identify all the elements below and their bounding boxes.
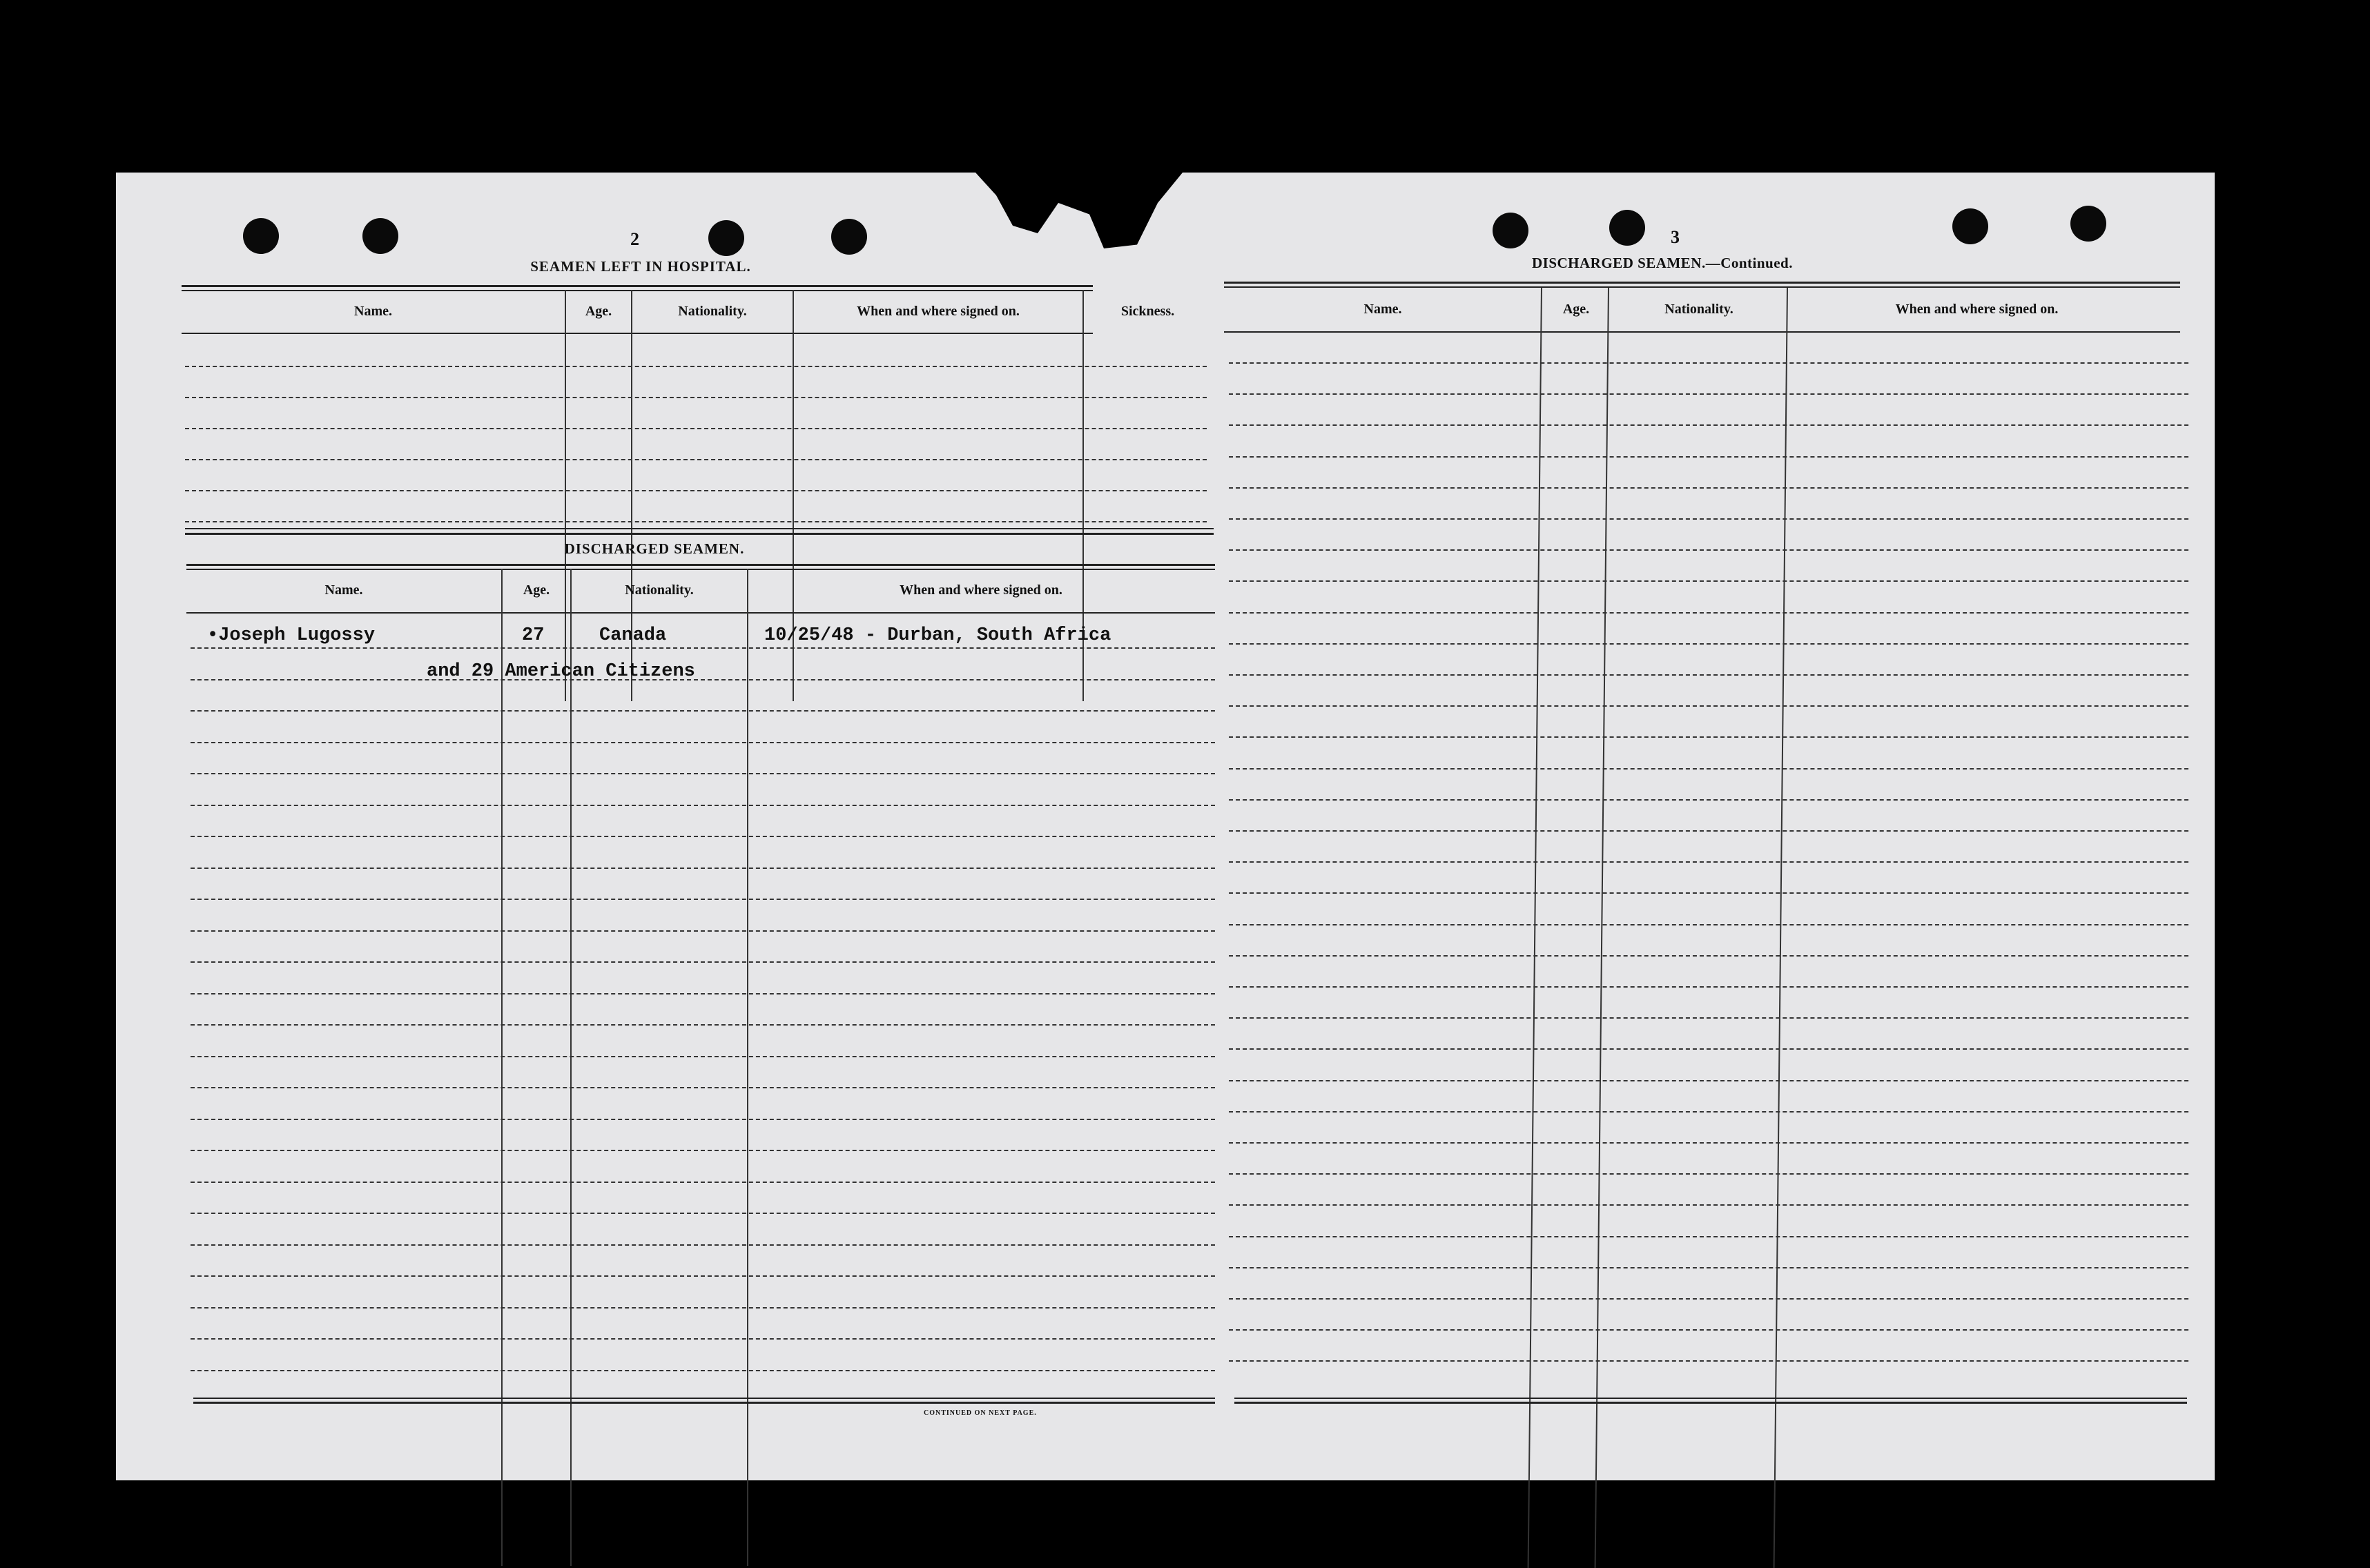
entry-line — [1229, 580, 2188, 582]
discharged-col-nationality: Nationality. — [625, 582, 694, 598]
entry-line — [191, 1213, 1215, 1214]
binder-hole — [362, 218, 398, 254]
entry-line — [1229, 518, 2188, 520]
right-col-name: Name. — [1363, 302, 1402, 317]
citizens-note: and 29 American Citizens — [427, 661, 695, 682]
binder-hole — [2070, 206, 2106, 242]
page-number-left: 2 — [630, 229, 639, 249]
entry-line — [1229, 1017, 2188, 1019]
entry-line — [185, 397, 1207, 398]
entry-line — [1229, 1360, 2188, 1362]
rule — [182, 290, 1093, 291]
right-col-age: Age. — [1562, 302, 1590, 317]
entry-line — [1229, 705, 2188, 707]
entry-line — [191, 1307, 1215, 1309]
entry-line — [185, 490, 1207, 491]
entry-line — [191, 647, 1215, 649]
entry-line — [1229, 674, 2188, 676]
entry-line — [191, 1338, 1215, 1340]
rule — [182, 333, 1093, 334]
entry-line — [1229, 1111, 2188, 1113]
entry-line — [191, 805, 1215, 806]
rule — [193, 1398, 1215, 1399]
entry-line — [191, 961, 1215, 963]
hospital-col-age: Age. — [585, 304, 612, 319]
entry-line — [185, 366, 1207, 367]
entry-line — [191, 868, 1215, 869]
entry-line — [185, 521, 1207, 522]
entry-nationality: Canada — [599, 625, 667, 646]
rule — [1234, 1398, 2187, 1399]
entry-line — [185, 459, 1207, 460]
binder-hole — [1952, 208, 1988, 244]
entry-line — [191, 1275, 1215, 1277]
entry-line — [1229, 924, 2188, 925]
entry-line — [191, 1244, 1215, 1246]
entry-line — [1229, 549, 2188, 551]
rule — [186, 612, 1215, 614]
rule — [1224, 286, 2180, 288]
entry-line — [1229, 799, 2188, 801]
right-section-title: DISCHARGED SEAMEN.—Continued. — [1532, 255, 1793, 271]
entry-line — [191, 679, 1215, 680]
entry-line — [1229, 892, 2188, 894]
entry-line — [1229, 1204, 2188, 1206]
entry-line — [191, 1119, 1215, 1120]
entry-line — [1229, 1142, 2188, 1144]
entry-line — [1229, 362, 2188, 364]
entry-line — [191, 1182, 1215, 1183]
rule — [182, 285, 1093, 287]
binder-hole — [708, 220, 744, 256]
entry-line — [1229, 736, 2188, 738]
entry-line — [191, 993, 1215, 994]
rule — [1234, 1402, 2187, 1404]
entry-line — [1229, 861, 2188, 863]
entry-line — [191, 1370, 1215, 1371]
entry-line — [191, 1024, 1215, 1026]
entry-age: 27 — [522, 625, 545, 646]
entry-line — [1229, 955, 2188, 957]
entry-line — [1229, 456, 2188, 458]
right-col-nationality: Nationality. — [1664, 302, 1733, 317]
rule — [193, 1402, 1215, 1404]
continued-footer: CONTINUED ON NEXT PAGE. — [924, 1409, 1037, 1417]
rule — [1224, 331, 2180, 333]
discharged-col-signed-on: When and where signed on. — [900, 582, 1062, 598]
binder-hole — [1609, 210, 1645, 246]
entry-line — [185, 428, 1207, 429]
entry-line — [191, 836, 1215, 837]
entry-line — [191, 710, 1215, 712]
entry-line — [1229, 612, 2188, 614]
col-divider — [1774, 288, 1788, 1568]
page-number-right: 3 — [1671, 227, 1680, 247]
hospital-col-signed-on: When and where signed on. — [857, 304, 1020, 319]
hospital-col-sickness: Sickness. — [1120, 304, 1175, 319]
entry-line — [191, 899, 1215, 900]
binder-hole — [831, 219, 867, 255]
entry-line — [1229, 1329, 2188, 1331]
rule — [186, 569, 1215, 570]
entry-line — [1229, 1236, 2188, 1237]
entry-line — [191, 773, 1215, 774]
entry-line — [1229, 487, 2188, 489]
entry-line — [191, 742, 1215, 743]
rule — [185, 528, 1214, 529]
torn-edge — [975, 173, 1183, 248]
entry-line — [1229, 424, 2188, 426]
col-divider — [1528, 288, 1542, 1568]
col-divider — [565, 290, 566, 701]
discharged-col-name: Name. — [324, 582, 363, 598]
entry-line — [1229, 1048, 2188, 1050]
entry-line — [191, 1150, 1215, 1151]
hospital-col-name: Name. — [354, 304, 392, 319]
rule — [1224, 282, 2180, 284]
entry-line — [1229, 393, 2188, 395]
entry-line — [1229, 643, 2188, 645]
entry-line — [1229, 986, 2188, 988]
col-divider — [570, 569, 572, 1566]
entry-line — [1229, 1298, 2188, 1300]
hospital-section-title: SEAMEN LEFT IN HOSPITAL. — [530, 258, 751, 275]
discharged-col-age: Age. — [523, 582, 550, 598]
entry-line — [1229, 830, 2188, 832]
entry-signed-on: 10/25/48 - Durban, South Africa — [764, 625, 1111, 646]
binder-hole — [1493, 213, 1528, 248]
hospital-col-nationality: Nationality. — [678, 304, 747, 319]
rule — [186, 564, 1215, 566]
entry-line — [1229, 1267, 2188, 1268]
entry-line — [191, 1087, 1215, 1088]
right-col-signed-on: When and where signed on. — [1895, 302, 2059, 317]
entry-line — [1229, 1080, 2188, 1081]
entry-line — [191, 1056, 1215, 1057]
entry-line — [1229, 768, 2188, 770]
entry-name: •Joseph Lugossy — [207, 625, 376, 646]
col-divider — [1595, 288, 1609, 1568]
record-sheet — [116, 173, 2215, 1480]
discharged-section-title: DISCHARGED SEAMEN. — [564, 540, 745, 557]
entry-line — [191, 930, 1215, 932]
binder-hole — [243, 218, 279, 254]
col-divider — [747, 569, 748, 1566]
rule — [185, 533, 1214, 535]
entry-line — [1229, 1173, 2188, 1175]
col-divider — [501, 569, 503, 1566]
